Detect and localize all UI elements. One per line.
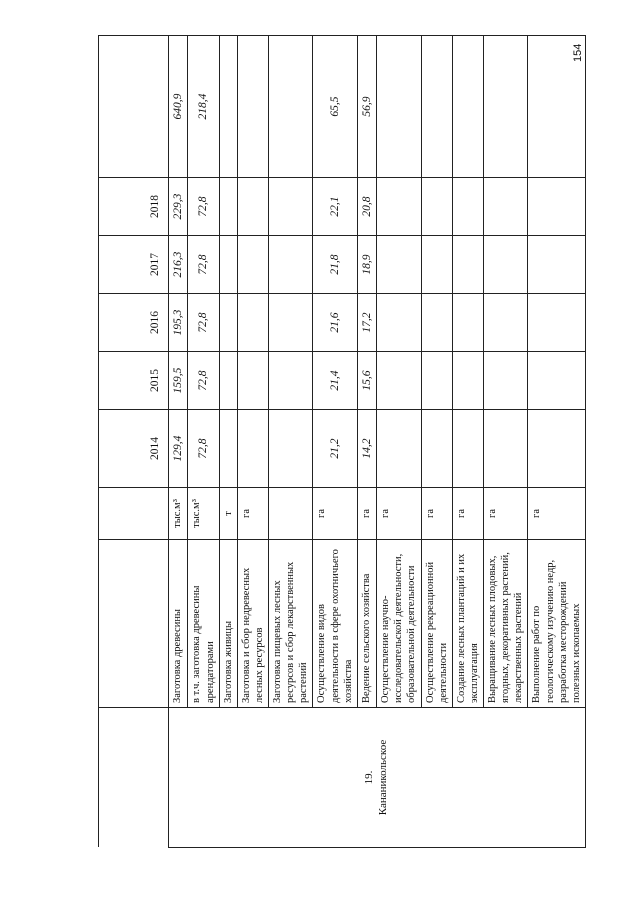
unit-cell: га (357, 488, 376, 540)
value-cell: 18,9 (357, 236, 376, 294)
value-cell (528, 36, 586, 178)
header-blank-unit (99, 488, 169, 540)
unit-cell: т (219, 488, 237, 540)
unit-cell: га (313, 488, 357, 540)
value-cell (484, 236, 528, 294)
activity-cell: Выполнение работ по геологическому изучению недр, разработка месторождений полезных ископаемых (528, 540, 586, 708)
year-header: 2015 (99, 352, 169, 410)
value-cell (219, 294, 237, 352)
activity-cell: Заготовка и сбор недревесных лесных ресурсов (237, 540, 268, 708)
value-cell (484, 352, 528, 410)
value-cell (219, 352, 237, 410)
activity-cell: Осуществление видов деятельности в сфере охотничьего хозяйства (313, 540, 357, 708)
year-header: 2014 (99, 410, 169, 488)
forest-use-table (98, 35, 586, 848)
value-cell (269, 410, 313, 488)
value-cell: 640,9 (169, 36, 188, 178)
value-cell (452, 294, 483, 352)
value-cell (269, 236, 313, 294)
value-cell (377, 236, 421, 294)
value-cell (421, 236, 452, 294)
value-cell: 22,1 (313, 178, 357, 236)
header-row (99, 36, 169, 848)
value-cell (452, 36, 483, 178)
unit-cell: тыс.м³ (188, 488, 219, 540)
unit-cell (269, 488, 313, 540)
value-cell (484, 178, 528, 236)
value-cell (237, 294, 268, 352)
value-cell (219, 410, 237, 488)
value-cell: 15,6 (357, 352, 376, 410)
value-cell (377, 294, 421, 352)
value-cell: 129,4 (169, 410, 188, 488)
region-cell (169, 708, 586, 848)
header-blank-activity (99, 540, 169, 708)
activity-cell: Заготовка древесины (169, 540, 188, 708)
value-cell: 72,8 (188, 352, 219, 410)
value-cell: 218,4 (188, 36, 219, 178)
activity-cell: Выращивание лесных плодовых, ягодных, декоративных растений, лекарственных растений (484, 540, 528, 708)
value-cell (269, 178, 313, 236)
header-blank-region (99, 708, 169, 848)
value-cell (219, 236, 237, 294)
value-cell (421, 294, 452, 352)
value-cell: 72,8 (188, 178, 219, 236)
unit-cell: га (421, 488, 452, 540)
value-cell: 72,8 (188, 294, 219, 352)
value-cell (237, 352, 268, 410)
value-cell: 21,4 (313, 352, 357, 410)
value-cell (219, 178, 237, 236)
value-cell: 72,8 (188, 410, 219, 488)
value-cell (528, 178, 586, 236)
value-cell (484, 294, 528, 352)
value-cell (452, 410, 483, 488)
unit-cell: га (377, 488, 421, 540)
year-header: 2017 (99, 236, 169, 294)
value-cell: 195,3 (169, 294, 188, 352)
page-number: 154 (572, 43, 584, 62)
unit-cell: га (484, 488, 528, 540)
value-cell (377, 178, 421, 236)
unit-cell: тыс.м³ (169, 488, 188, 540)
year-header: 2016 (99, 294, 169, 352)
value-cell (237, 36, 268, 178)
value-cell (452, 352, 483, 410)
value-cell (452, 236, 483, 294)
value-cell: 21,2 (313, 410, 357, 488)
value-cell (237, 410, 268, 488)
region-number: 19. (363, 770, 376, 785)
year-header: 2018 (99, 178, 169, 236)
value-cell: 17,2 (357, 294, 376, 352)
activity-cell: Ведение сельского хозяйства (357, 540, 376, 708)
rotated-page (98, 36, 606, 848)
value-cell (484, 410, 528, 488)
value-cell: 72,8 (188, 236, 219, 294)
value-cell (377, 352, 421, 410)
value-cell (421, 352, 452, 410)
value-cell: 21,8 (313, 236, 357, 294)
value-cell (219, 36, 237, 178)
value-cell (528, 294, 586, 352)
value-cell: 159,5 (169, 352, 188, 410)
value-cell (452, 178, 483, 236)
table-row (169, 36, 188, 848)
table-body (99, 36, 586, 848)
value-cell: 20,8 (357, 178, 376, 236)
value-cell (528, 236, 586, 294)
unit-cell: га (528, 488, 586, 540)
value-cell (269, 352, 313, 410)
unit-cell: га (237, 488, 268, 540)
value-cell (421, 36, 452, 178)
year-header (99, 36, 169, 178)
activity-cell: в т.ч. заготовка древесины арендаторами (188, 540, 219, 708)
value-cell (528, 352, 586, 410)
value-cell (237, 178, 268, 236)
activity-cell: Заготовка пищевых лесных ресурсов и сбор лекарственных растений (269, 540, 313, 708)
value-cell (528, 410, 586, 488)
activity-cell: Заготовка живицы (219, 540, 237, 708)
value-cell (269, 294, 313, 352)
value-cell: 65,5 (313, 36, 357, 178)
value-cell (377, 410, 421, 488)
unit-cell: га (452, 488, 483, 540)
value-cell: 21,6 (313, 294, 357, 352)
value-cell: 14,2 (357, 410, 376, 488)
activity-cell: Осуществление рекреационной деятельности (421, 540, 452, 708)
value-cell: 229,3 (169, 178, 188, 236)
value-cell (421, 410, 452, 488)
value-cell (484, 36, 528, 178)
value-cell (269, 36, 313, 178)
activity-cell: Создание лесных плантаций и их эксплуатация (452, 540, 483, 708)
region-name: Кананикольское (376, 739, 389, 816)
activity-cell: Осуществление научно-исследовательской деятельности, образовательной деятельности (377, 540, 421, 708)
value-cell (377, 36, 421, 178)
value-cell (237, 236, 268, 294)
value-cell: 56,9 (357, 36, 376, 178)
value-cell (421, 178, 452, 236)
value-cell: 216,3 (169, 236, 188, 294)
